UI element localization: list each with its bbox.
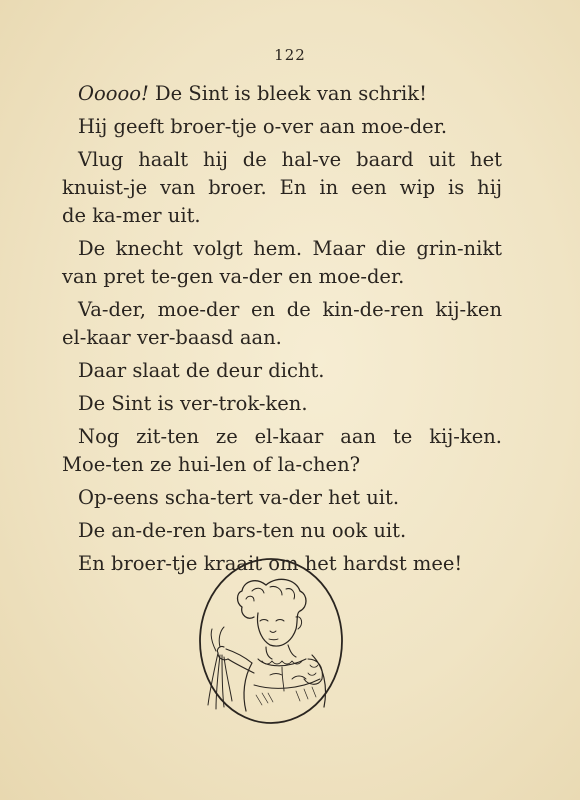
text-line: Op-eens scha-tert va-der het uit. [78, 486, 400, 509]
paragraph-4 [62, 235, 502, 291]
text-line: De knecht volgt hem. Maar die grin-nikt [78, 237, 502, 260]
text-line: En broer-tje kraait om het hardst mee! [78, 552, 463, 575]
paragraph-2 [62, 113, 502, 141]
text-line: de ka-mer uit. [62, 204, 201, 227]
paragraph-9 [62, 484, 502, 512]
text-line: knuist-je van broer. En in een wip is hij [62, 176, 502, 199]
paragraph-6 [62, 357, 502, 385]
text-line: Moe-ten ze hui-len of la-chen? [62, 453, 361, 476]
page-number: 122 [274, 46, 306, 64]
paragraph-7 [62, 390, 502, 418]
italic-exclamation: Ooooo! [78, 82, 149, 105]
text-line: De Sint is ver-trok-ken. [78, 392, 308, 415]
text-line: van pret te-gen va-der en moe-der. [62, 265, 405, 288]
line-rest: De Sint is bleek van schrik! [148, 82, 427, 105]
story-text [62, 80, 502, 583]
paragraph-3 [62, 146, 502, 230]
text-line [62, 80, 502, 108]
text-line: De an-de-ren bars-ten nu ook uit. [78, 519, 407, 542]
child-vignette-illustration [196, 555, 346, 727]
text-line: Vlug haalt hij de hal-ve baard uit het [78, 148, 502, 171]
paragraph-1 [62, 80, 502, 108]
text-line: Nog zit-ten ze el-kaar aan te kij-ken. [78, 425, 502, 448]
text-line: Va-der, moe-der en de kin-de-ren kij-ken [78, 298, 502, 321]
text-line: el-kaar ver-baasd aan. [62, 326, 282, 349]
text-line: Daar slaat de deur dicht. [78, 359, 325, 382]
paragraph-10 [62, 517, 502, 545]
paragraph-8 [62, 423, 502, 479]
text-line: Hij geeft broer-tje o-ver aan moe-der. [78, 115, 448, 138]
paragraph-5 [62, 296, 502, 352]
